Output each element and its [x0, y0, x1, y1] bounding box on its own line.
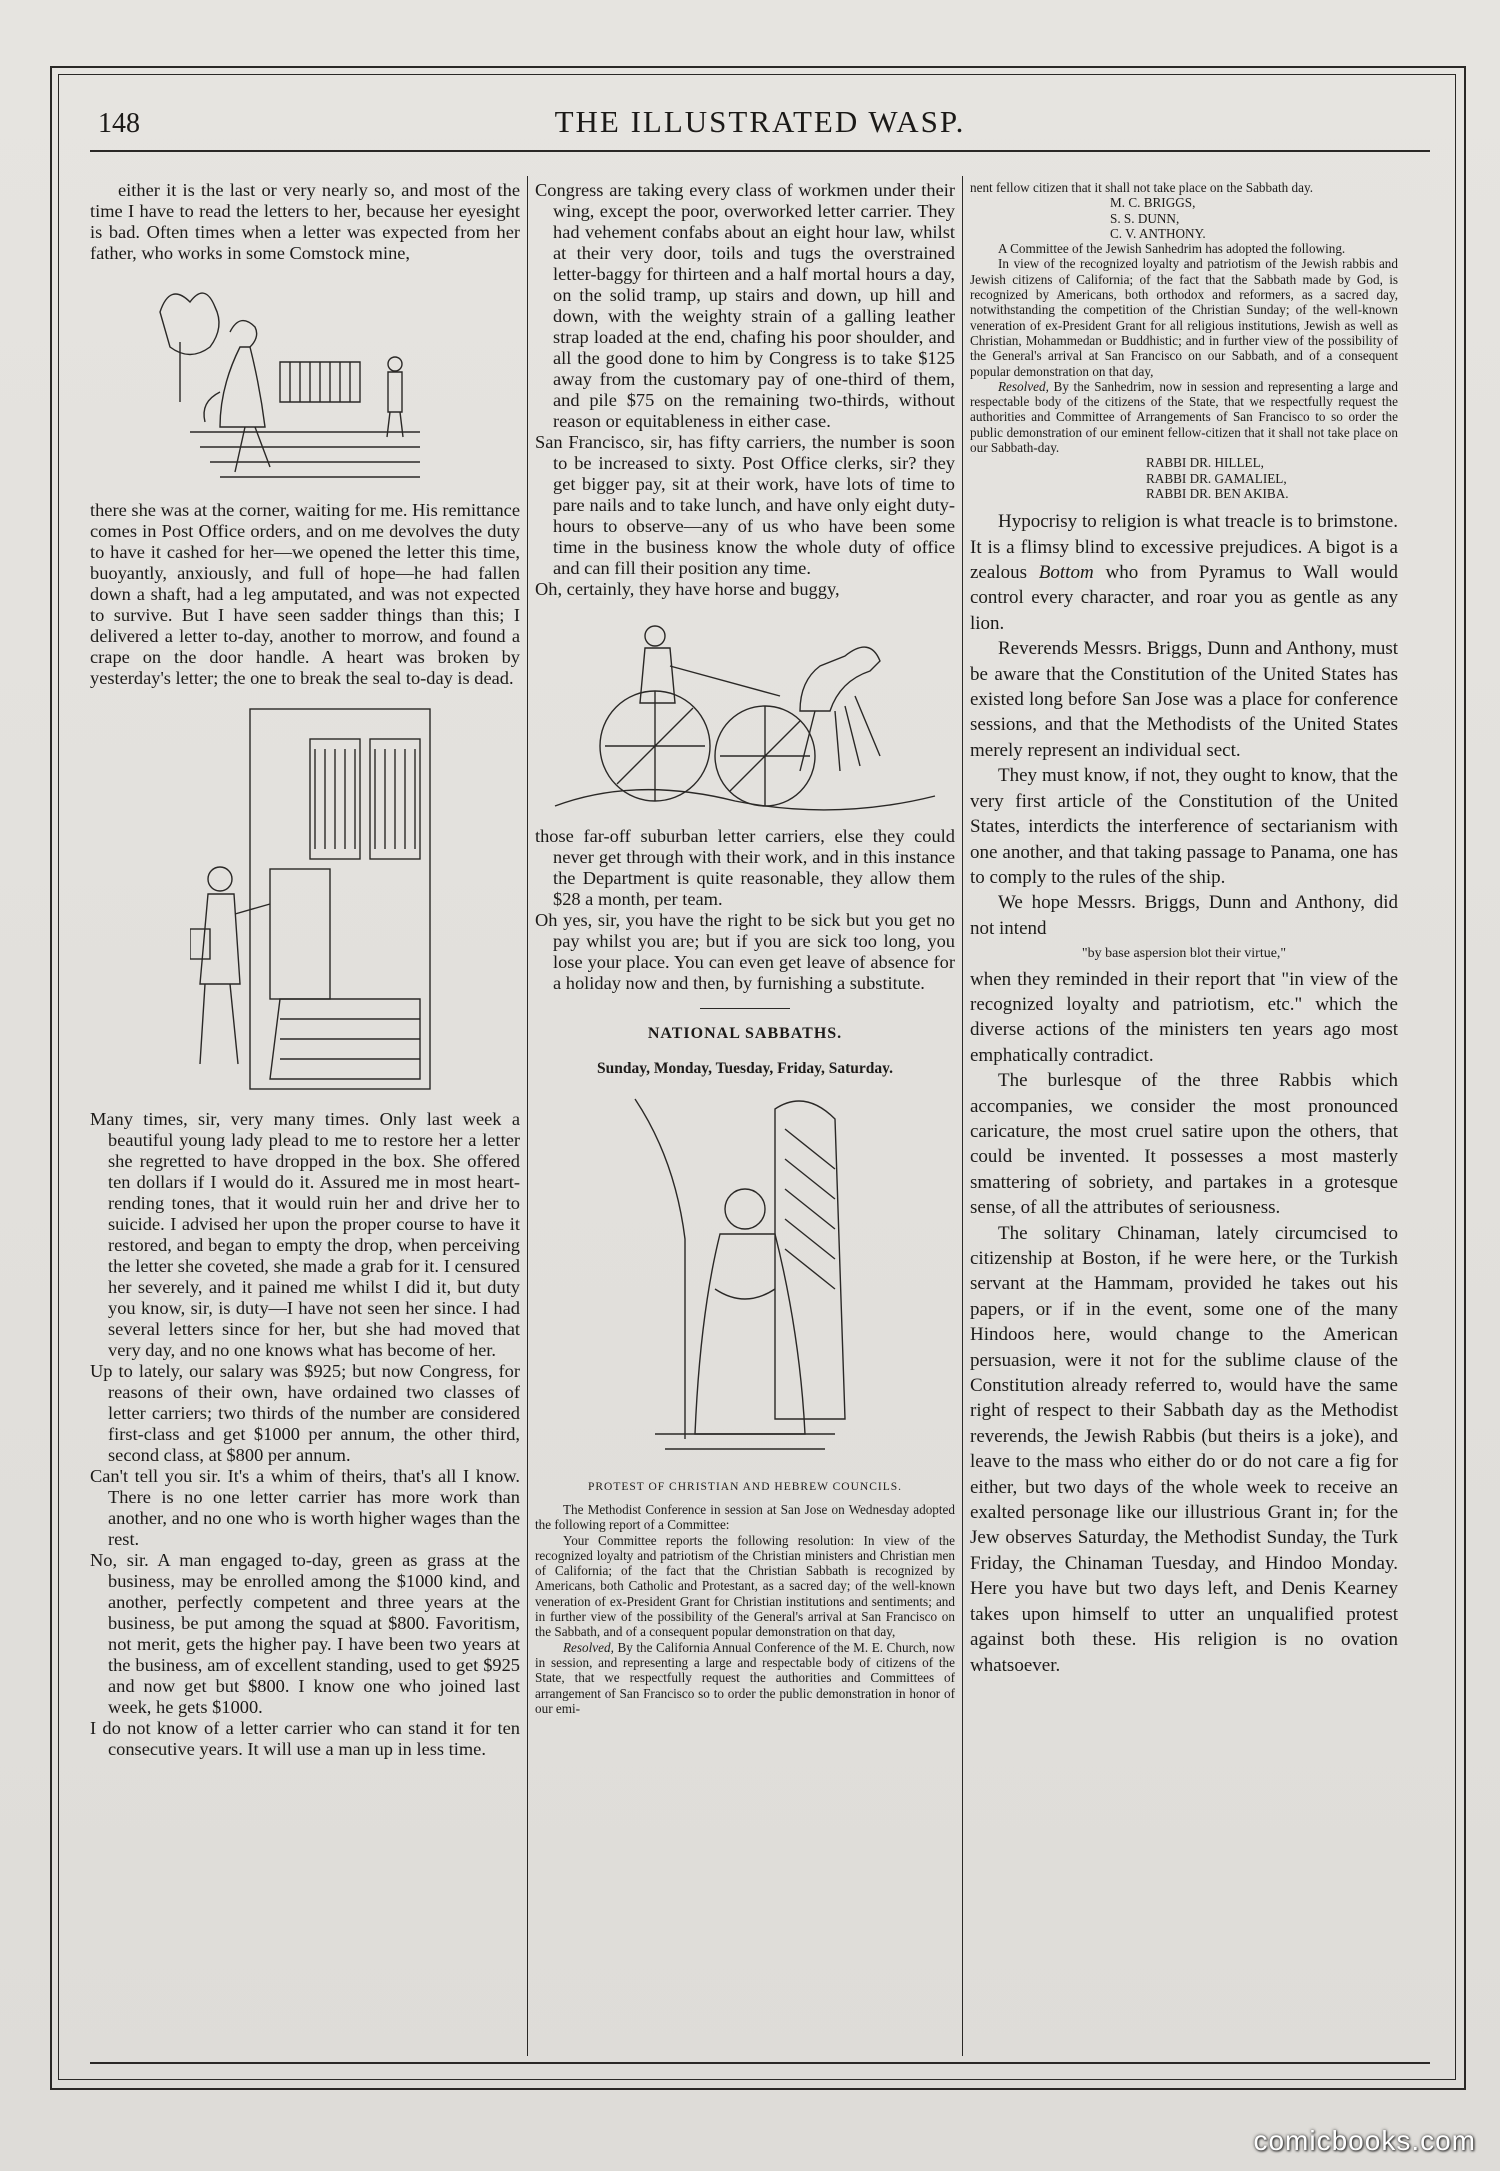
col2-paragraph: Oh, certainly, they have horse and buggy, [535, 579, 840, 599]
col1-paragraph: Many times, sir, very many times. Only last week a beautiful young lady plead to me to restore her a letter she regretted to have dropped in the box. She offered ten dollars if I would do it. Assured me in most heart-rending tones, that it would ruin her and drive her to suicide. I advised her upon the proper course to have it restored, and began to empty the drop, when perceiving the letter she coveted, she made a grab for it. I censured her severely, and it pained me whilst I did it, but duty you know, sir, is duty—I have not seen her since. I had several letters since for her, but she had moved that very day, and no one knows what has become of her. [90, 1109, 520, 1360]
col3-text: Hypocrisy to religion is what treacle is to brimstone. It is a flimsy blind to excessive prejudices. A bigot is a zealous [970, 511, 1398, 584]
methodist-report [535, 1502, 955, 1716]
signature-hillel: RABBI DR. HILLEL, [1146, 455, 1264, 471]
col3-paragraph: when they reminded in their report that "in view of the recognized loyalty and patriotism, etc." which the diverse actions of the ministers ten years ago most emphatically contradict. [970, 968, 1398, 1066]
column-2 [535, 180, 955, 1716]
resolved-text: By the California Annual Conference of the M. E. Church, now in session, and representing a large and respectable body of citizens of the State, that we respectfully request the authorities and Committees of arrangement of San Francisco so to order the public demonstration in honor of our emi- [535, 1639, 955, 1716]
col3-italic: Bottom [1038, 562, 1094, 584]
col1-paragraph: either it is the last or very nearly so, and most of the time I have to read the letters to her, because her eyesight is bad. Often times when a letter was expected from her father, who works in some Comstock mine, [90, 180, 520, 263]
sanhedrim-intro: A Committee of the Jewish Sanhedrim has adopted the following. [998, 241, 1346, 257]
col3-paragraph: They must know, if not, they ought to know, that the very first article of the Constitution of the United States, interdicts the interference of sectarianism with one another, and that taking passage to Panama, one has to comply to the rules of the ship. [970, 765, 1398, 888]
report-resolved [535, 1640, 955, 1716]
resolutions-block [970, 180, 1398, 501]
section-divider [700, 1008, 790, 1009]
report-intro: The Methodist Conference in session at San Jose on Wednesday adopted the following report of a Committee: [535, 1502, 955, 1533]
article-heading: NATIONAL SABBATHS. [647, 1025, 843, 1042]
col2-paragraph: San Francisco, sir, has fifty carriers, the number is soon to be increased to sixty. Post Office clerks, sir? they get bigger pay, sit at their work, have lots of time to pare nails and to take lunch, and have only eight duty-hours to observe—any of us who have been some time in the business know the whole duty of office and can fill their position any time. [535, 432, 955, 578]
signature-gamaliel: RABBI DR. GAMALIEL, [1146, 470, 1287, 486]
col1-paragraph: there she was at the corner, waiting for me. His remittance comes in Post Office orders, and on me devolves the duty to have it cashed for her—we opened the letter this time, buoyantly, anxiously, and full of hope—he had fallen down a shaft, had a leg amputated, and was not expected to survive. But I have seen sadder things than this; I delivered a letter to-day, another to morrow, and found a crape on the door handle. A heart was broken by yesterday's letter; the one to break the seal to-day is dead. [90, 500, 520, 688]
article-subheading: Sunday, Monday, Tuesday, Friday, Saturday. [597, 1060, 893, 1077]
col1-paragraph: No, sir. A man engaged to-day, green as grass at the business, may be enrolled among the $1000 kind, and another, perfectly competent and three years at the business, be put among the squad at $800. Favoritism, not merit, gets the higher pay. I have been two years at the business, am of excellent standing, used to get $925 and now get but $800. I know one who joined last week, he gets $1000. [90, 1550, 520, 1717]
col1-paragraph: Can't tell you sir. It's a whim of theirs, that's all I know. There is no one letter carrier has more work than another, and no one who is worth higher wages than the rest. [90, 1466, 520, 1549]
column-1 [90, 180, 520, 1760]
col3-paragraph [970, 509, 1398, 636]
signature-dunn: S. S. DUNN, [1110, 210, 1180, 226]
sanhedrim-resolution: In view of the recognized loyalty and patriotism of the Jewish rabbis and Jewish citizens of California; of the fact that the Sabbath made by God, is recognized by Americans, both orthodox and reformers, as a sacred day, notwithstanding the competition of the Christian Sunday; of the well-known veneration of ex-President Grant for all religious institutions, Jewish as well as Christian, Mohammedan or Buddhistic; and in further view of the possibility of the General's arrival at San Francisco on our Sabbath, and of a consequent popular demonstration on that day, [970, 256, 1398, 379]
column-3 [970, 180, 1398, 1678]
col3-paragraph: The burlesque of the three Rabbis which accompanies, we consider the most pronounced caricature, the most cruel satire upon the others, that could be invented. It possesses a most masterly smattering of sobriety, and partakes in a grotesque sense, of all the attributes of seriousness. [970, 1070, 1398, 1219]
illustration-horse-buggy [535, 600, 955, 826]
page-header [90, 104, 1430, 146]
col2-paragraph: those far-off suburban letter carriers, else they could never get through with their work, and in this instance the Department is quite reasonable, they allow them $28 a month, per team. [535, 826, 955, 909]
editorial-text [970, 509, 1398, 1678]
sanhedrim-resolved [970, 379, 1398, 455]
resolved-text: By the Sanhedrim, now in session and representing a large and respectable body of the citizens of the State, that we respectfully request the authorities and Committee of Arrangements of San Francisco to so order the public demonstration of our eminent fellow-citizen that it shall not take place on our Sabbath-day. [970, 378, 1398, 456]
quotation: "by base aspersion blot their virtue," [1081, 946, 1287, 962]
report-continuation: nent fellow citizen that it shall not take place on the Sabbath day. [970, 180, 1314, 195]
watermark: comicbooks.com [1253, 2125, 1476, 2156]
column-divider-1 [527, 176, 528, 2056]
col3-paragraph: The solitary Chinaman, lately circumcised to citizenship at Boston, if he were here, or the Turkish servant at the Hammam, provided he takes out his papers, or if in the event, some one of the many Hindoos here, would change to the American persuasion, were it not for the sublime clause of the Constitution already referred to, would have the same right of respect to their Sabbath day as the Methodist reverends, the Jewish Rabbis (but theirs is a joke), and leave to the mass who either do or do not care a fig for either, but two days of the whole week to receive an exalted personage like our illustrious Grant in; for the Jew observes Saturday, the Methodist Sunday, the Turk Friday, the Chinaman Tuesday, and Hindoo Monday. Here you have but two days left, and Denis Kearney takes upon himself to utter an unqualified protest against both these. His religion is no ovation whatsoever. [970, 1222, 1398, 1676]
report-resolution: Your Committee reports the following resolution: In view of the recognized loyalty and patriotism of the Christian ministers and Christian men of California; of the fact that the Christian Sabbath is recognized by Americans, both Catholic and Protestant, as a sacred day; of the well-known veneration of ex-President Grant for Christian institutions and sentiments; and in further view of the possibility of the General's arrival at San Francisco on the Sabbath, and of a consequent popular demonstration on that day, [535, 1532, 955, 1640]
col3-text: who from Pyramus to Wall would control every character, and roar you as gentle as any lion. [970, 562, 1398, 634]
col1-paragraph: Up to lately, our salary was $925; but now Congress, for reasons of their own, have ordained two classes of letter carriers; two thirds of the number are considered first-class and get $1000 per annum, the other third, second class, at $800 per annum. [90, 1361, 520, 1465]
illustration-caption: PROTEST OF CHRISTIAN AND HEBREW COUNCILS. [587, 1481, 903, 1493]
signature-anthony: C. V. ANTHONY. [1110, 225, 1206, 241]
illustration-carrier-at-door [90, 689, 520, 1109]
masthead-title: THE ILLUSTRATED WASP. [554, 104, 966, 139]
signature-briggs: M. C. BRIGGS, [1110, 195, 1196, 211]
footer-rule [90, 2062, 1430, 2064]
illustration-seated-monk [535, 1079, 955, 1477]
col3-paragraph: We hope Messrs. Briggs, Dunn and Anthony, did not intend [970, 892, 1398, 939]
resolved-label: Resolved, [563, 1639, 614, 1655]
column-divider-2 [962, 176, 963, 2056]
page-number: 148 [98, 108, 140, 139]
col1-paragraph: I do not know of a letter carrier who can stand it for ten consecutive years. It will use a man up in less time. [90, 1718, 520, 1759]
signature-akiba: RABBI DR. BEN AKIBA. [1146, 485, 1289, 501]
illustration-girl-running [90, 264, 520, 500]
resolved-label: Resolved, [998, 378, 1049, 394]
col3-paragraph: Reverends Messrs. Briggs, Dunn and Anthony, must be aware that the Constitution of the United States has existed long before San Jose was a place for conference sessions, and that the Methodists of the United States merely represent an individual sect. [970, 638, 1398, 761]
col2-paragraph: Oh yes, sir, you have the right to be sick but you get no pay whilst you are; but if you are sick too long, you lose your place. You can even get leave of absence for a holiday now and then, by furnishing a substitute. [535, 910, 955, 993]
col2-paragraph: Congress are taking every class of workmen under their wing, except the poor, overworked letter carrier. They had vehement confabs about an eight hour law, whilst at their very door, toils and tugs the overstrained letter-baggy for thirteen and a half mortal hours a day, on the solid tramp, up stairs and down, up hill and down, with the weighty strain of a galling leather strap loaded at the end, chafing his poor shoulder, and all the good done to him by Congress is to take $125 away from the customary pay of one-third of them, and pile $75 on the remaining two-thirds, without reason or equitableness in either case. [535, 180, 955, 431]
header-rule [90, 150, 1430, 152]
